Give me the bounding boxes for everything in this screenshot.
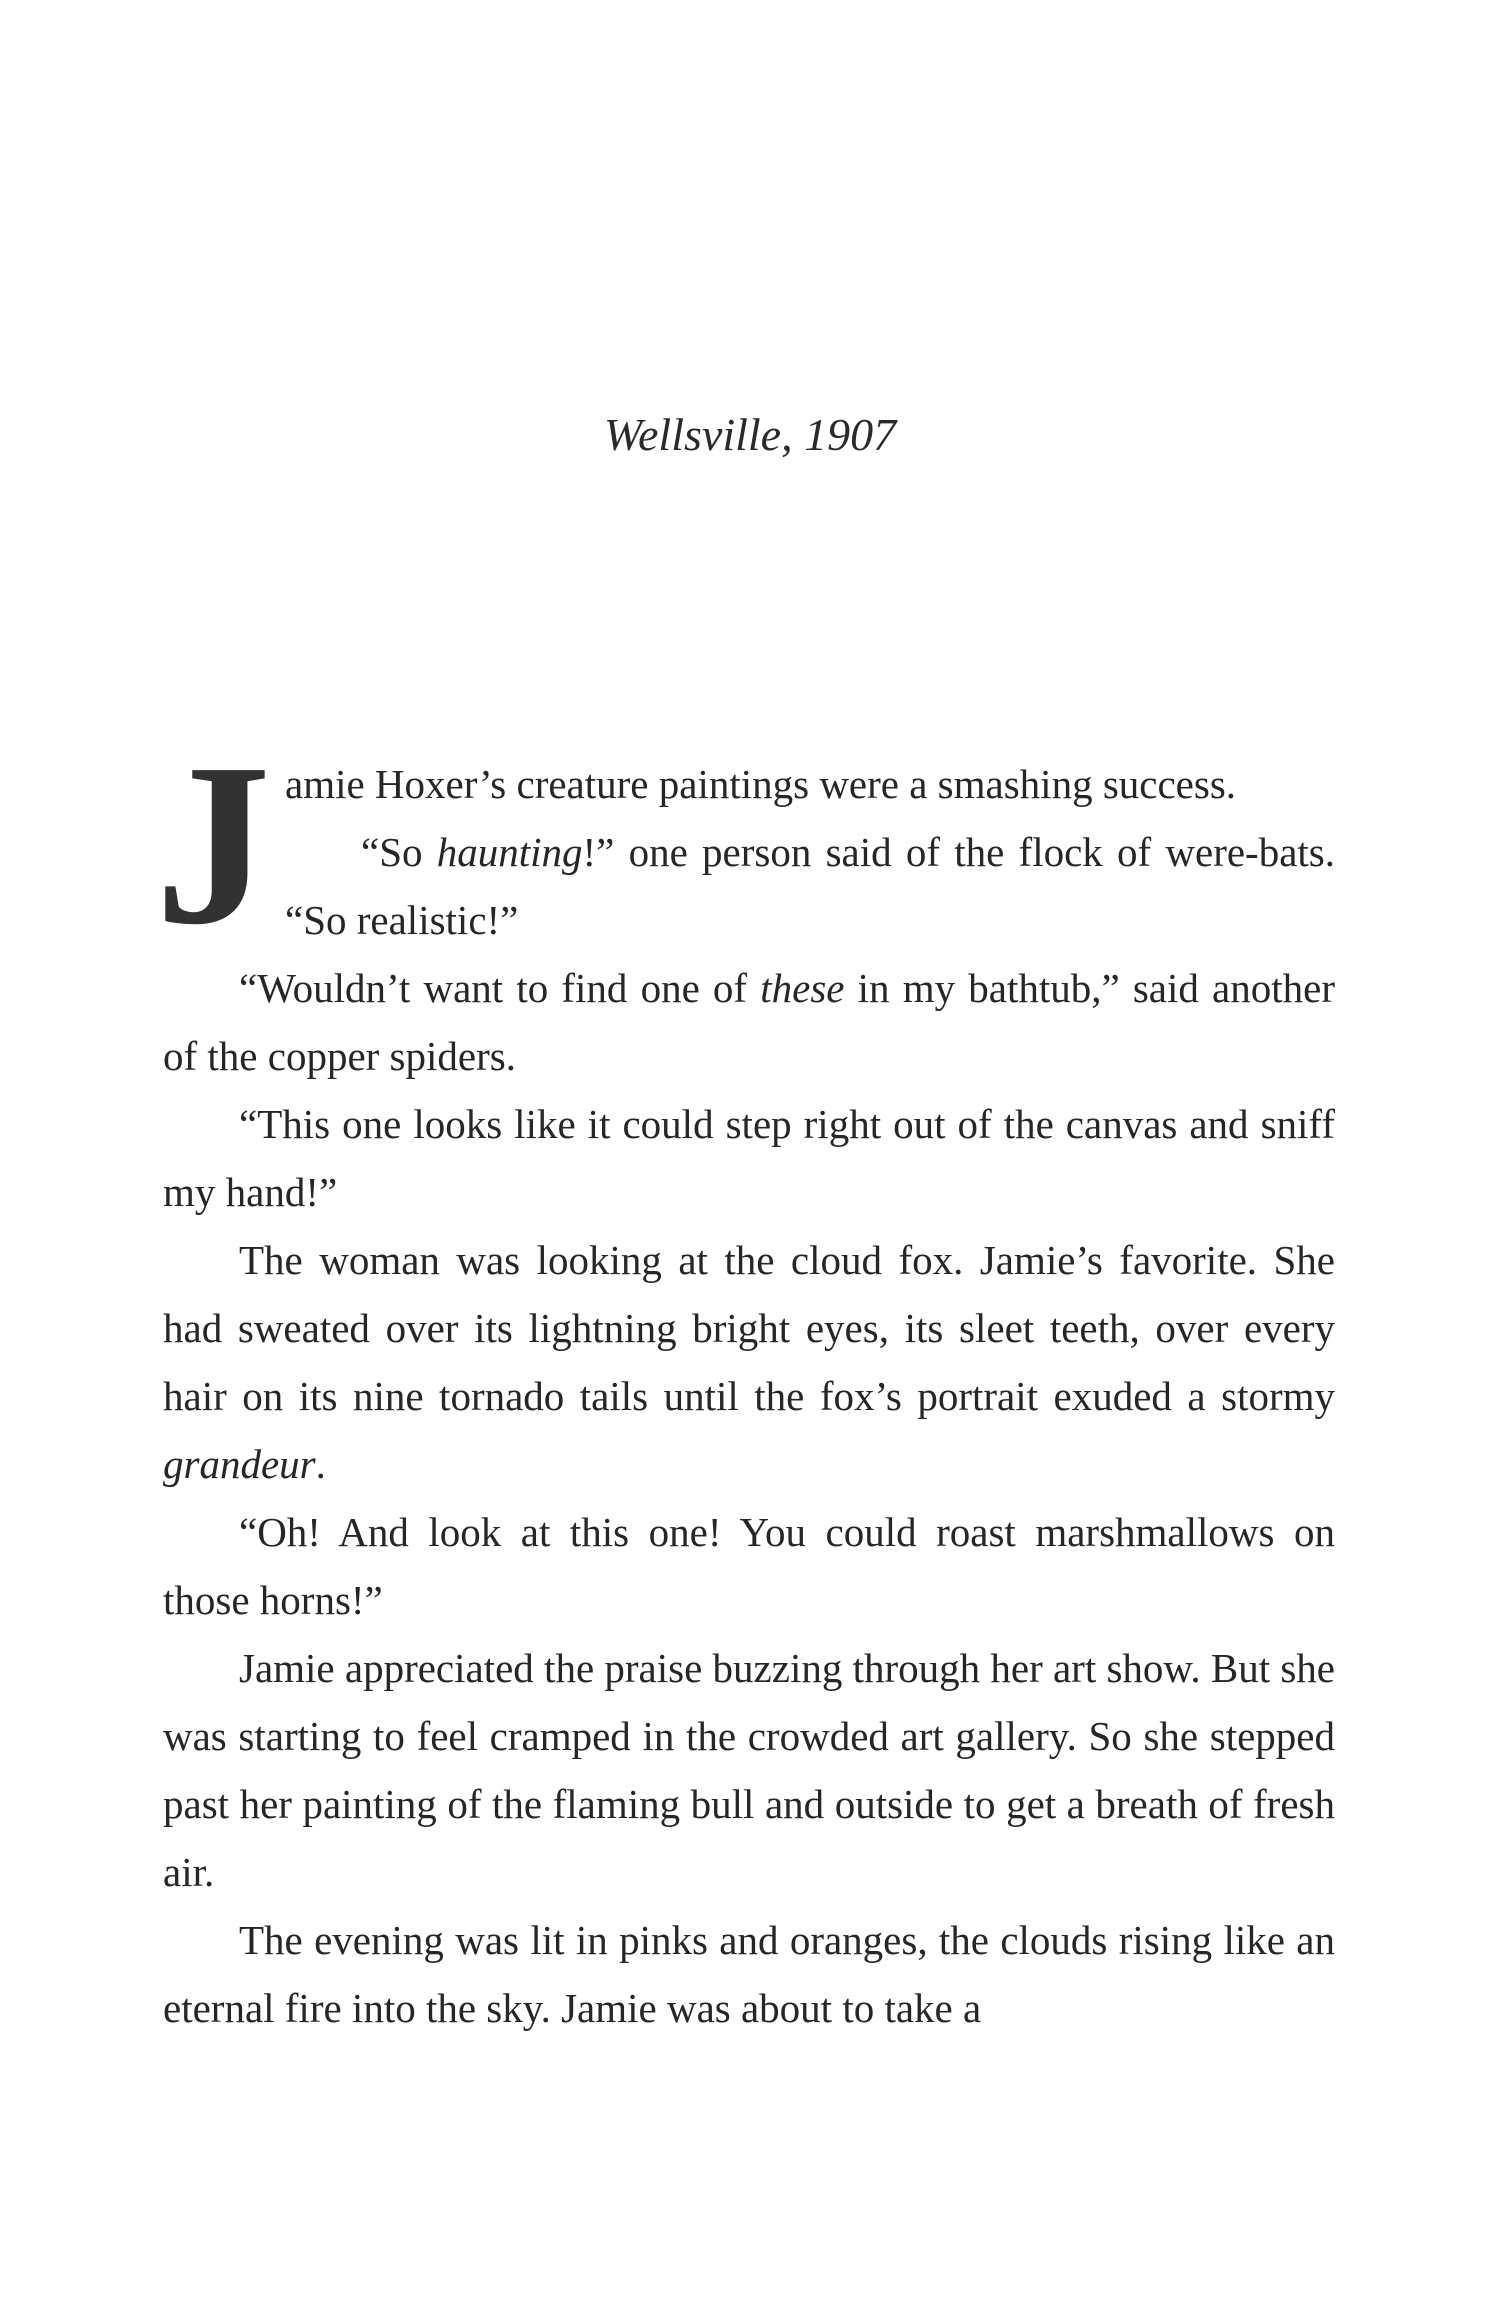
drop-cap: J [155, 716, 271, 973]
paragraph-2 [163, 818, 1335, 954]
text-run: !” one person said of the flock of were-bats. “So realistic!” [285, 829, 1335, 943]
text-run: “This one looks like it could step right out of the canvas and sniff my hand!” [163, 1101, 1335, 1215]
chapter-dateline [0, 408, 1500, 461]
paragraph-6 [163, 1498, 1335, 1634]
paragraph-5 [163, 1226, 1335, 1498]
text-run: in my bathtub,” said another of the copper spiders. [163, 965, 1335, 1079]
paragraph-7 [163, 1634, 1335, 1906]
dateline-year: 1907 [804, 409, 897, 460]
dateline-place: Wellsville, [603, 409, 805, 460]
text-run: “So [361, 829, 437, 875]
text-run: . [315, 1441, 326, 1487]
text-run: “Wouldn’t want to find one of [239, 965, 761, 1011]
paragraph-8 [163, 1906, 1335, 2042]
paragraph-4 [163, 1090, 1335, 1226]
italic-run: haunting [436, 829, 583, 875]
paragraph-3 [163, 954, 1335, 1090]
text-run: amie Hoxer’s creature paintings were a smashing success. [285, 761, 1237, 807]
italic-run: grandeur [163, 1441, 316, 1487]
text-run: The evening was lit in pinks and oranges, the clouds rising like an eternal fire into the sky. Jamie was about to take a [163, 1917, 1335, 2031]
body-text [155, 716, 1336, 2042]
text-run: The woman was looking at the cloud fox. Jamie’s favorite. She had sweated over its lightning bright eyes, its sleet teeth, over every hair on its nine tornado tails until the fox’s portrait exuded a stormy [163, 1237, 1335, 1419]
italic-run: these [760, 965, 845, 1011]
text-run: “Oh! And look at this one! You could roast marshmallows on those horns!” [163, 1509, 1335, 1623]
text-run: Jamie appreciated the praise buzzing through her art show. But she was starting to feel cramped in the crowded art gallery. So she stepped past her painting of the flaming bull and outside to get a breath of fresh air. [163, 1645, 1336, 1895]
